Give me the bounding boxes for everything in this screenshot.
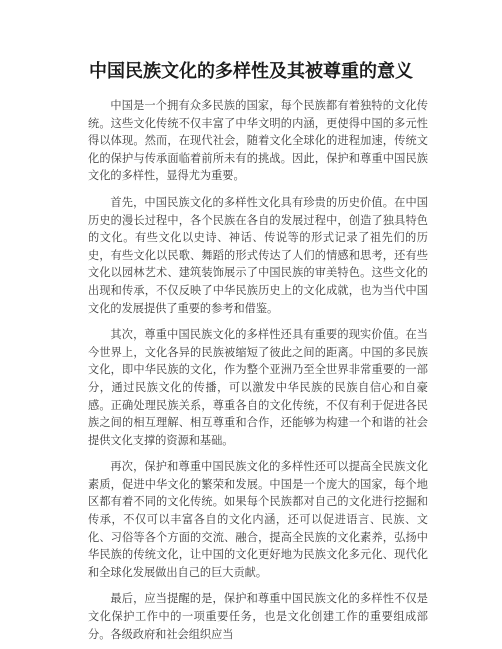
paragraph-historical-value: 首先，中国民族文化的多样性文化具有珍贵的历史价值。在中国历史的漫长过程中，各个民族在各自的发展过程中，创造了独具特色的文化。有些文化以史诗、神话、传说等的形式记录了祖先们的历史，有些文化以民歌、舞蹈的形式传达了人们的情感和思考，还有些文化以园林艺术、建筑装饰展示了中国民族的审美特色。这些文化的出现和传承，不仅反映了中华民族历史上的文化成就，也为当代中国文化的发展提供了重要的参考和借鉴。 [88, 195, 428, 315]
document-title: 中国民族文化的多样性及其被尊重的意义 [89, 61, 413, 82]
paragraph-intro: 中国是一个拥有众多民族的国家，每个民族都有着独特的文化传统。这些文化传统不仅丰富了中华文明的内涵，更使得中国的多元性得以体现。然而，在现代社会，随着文化全球化的进程加速，传统文化的保护与传承面临着前所未有的挑战。因此，保护和尊重中国民族文化的多样性，显得尤为重要。 [88, 99, 428, 183]
document-body [88, 97, 428, 649]
paragraph-cultural-quality: 再次，保护和尊重中国民族文化的多样性还可以提高全民族文化素质，促进中华文化的繁荣和发展。中国是一个庞大的国家，每个地区都有着不同的文化传统。如果每个民族都对自己的文化进行挖掘和传承，不仅可以丰富各自的文化内涵，还可以促进语言、民族、文化、习俗等各个方面的交流、融合，提高全民族的文化素养，弘扬中华民族的传统文化，让中国的文化更好地为民族文化多元化、现代化和全球化发展做出自己的巨大贡献。 [88, 460, 428, 579]
paragraph-conclusion: 最后，应当提醒的是，保护和尊重中国民族文化的多样性不仅是文化保护工作中的一项重要任务，也是文化创建工作的重要组成部分。各级政府和社会组织应当 [88, 592, 428, 641]
paragraph-practical-value: 其次，尊重中国民族文化的多样性还具有重要的现实价值。在当今世界上，文化各异的民族被缩短了彼此之间的距离。中国的多民族文化，即中华民族的文化，作为整个亚洲乃至全世界非常重要的一部分，通过民族文化的传播，可以激发中华民族的民族自信心和自豪感。正确处理民族关系，尊重各自的文化传统，不仅有利于促进各民族之间的相互理解、相互尊重和合作，还能够为构建一个和谐的社会提供文化支撑的资源和基础。 [88, 328, 428, 447]
